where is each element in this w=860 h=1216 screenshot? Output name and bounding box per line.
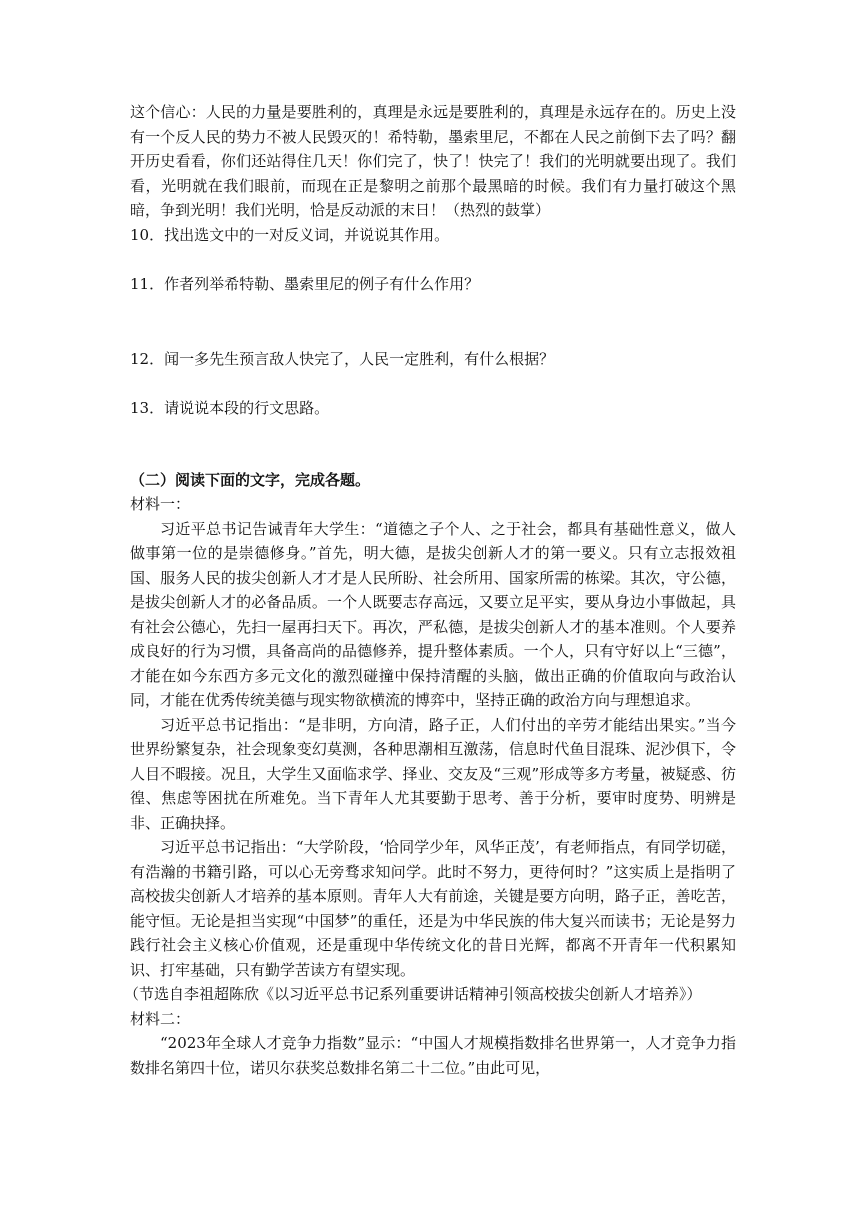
material-1-label: 材料一： [130,495,191,513]
material-2-label: 材料二： [130,1009,191,1028]
question-12: 12．闻一多先生预言敌人快完了，人民一定胜利，有什么根据？ [130,349,555,368]
question-11: 11．作者列举希特勒、墨索里尼的例子有什么作用？ [130,275,480,293]
material-2-paragraph-1: “2023年全球人才竞争力指数”显示：“中国人才规模指数排名世界第一，人才竞争力指数排名第四十位，诺贝尔获奖总数排名第二十二位。”由此可见， [130,1034,736,1077]
material-1-source: （节选自李祖超陈欣《以习近平总书记系列重要讲话精神引领高校拔尖创新人才培养》） [124,985,702,1003]
question-10: 10．找出选文中的一对反义词，并说说其作用。 [130,225,450,244]
speech-excerpt: 这个信心：人民的力量是要胜利的，真理是永远是要胜利的，真理是永远存在的。历史上没有一个反人民的势力不被人民毁灭的！希特勒，墨索里尼，不都在人民之前倒下去了吗？翻开历史看看，你们还站得住几天！你们完了，快了！快完了！我们的光明就要出现了。我们看，光明就在我们眼前，而现在正是黎明之前那个最黑暗的时候。我们有力量打破这个黑暗，争到光明！我们光明，恰是反动派的末日！（热烈的鼓掌） [130,103,736,219]
material-1-paragraph-3: 习近平总书记指出：“大学阶段，‘恰同学少年，风华正茂’，有老师指点，有同学切磋，有浩瀚的书籍引路，可以心无旁骛求知问学。此时不努力，更待何时？”这实质上是指明了高校拔尖创新人才培养的基本原则。青年人大有前途，关键是要方向明，路子正，善吃苦，能守恒。无论是担当实现“中国梦”的重任，还是为中华民族的伟大复兴而读书；无论是努力践行社会主义核心价值观，还是重现中华传统文化的昔日光辉，都离不开青年一代积累知识、打牢基础，只有勤学苦读方有望实现。 [130,838,736,979]
document-page [124,100,736,1080]
material-1-paragraph-1: 习近平总书记告诫青年大学生：“道德之子个人、之于社会，都具有基础性意义，做人做事第一位的是崇德修身。”首先，明大德，是拔尖创新人才的第一要义。只有立志报效祖国、服务人民的拔尖创新人才才是人民所盼、社会所用、国家所需的栋梁。其次，守公德，是拔尖创新人才的必备品质。一个人既要志存高远，又要立足平实，要从身边小事做起，具有社会公德心，先扫一屋再扫天下。再次，严私德，是拔尖创新人才的基本准则。个人要养成良好的行为习惯，具备高尚的品德修养，提升整体素质。一个人，只有守好以上“三德”，才能在如今东西方多元文化的激烈碰撞中保持清醒的头脑，做出正确的价值取向与政治认同，才能在优秀传统美德与现实物欲横流的博弈中，坚持正确的政治方向与理想追求。 [130,519,736,709]
material-1-paragraph-2: 习近平总书记指出：“是非明，方向清，路子正，人们付出的辛劳才能结出果实。”当今世界纷繁复杂，社会现象变幻莫测，各种思潮相互激荡，信息时代鱼目混珠、泥沙俱下，令人目不暇接。况且，大学生又面临求学、择业、交友及“三观”形成等多方考量，被疑惑、彷徨、焦虑等困扰在所难免。当下青年人尤其要勤于思考、善于分析，要审时度势、明辨是非、正确抉择。 [130,715,736,832]
question-13: 13．请说说本段的行文思路。 [130,399,330,417]
section-2-title: （二）阅读下面的文字，完成各题。 [130,470,371,489]
